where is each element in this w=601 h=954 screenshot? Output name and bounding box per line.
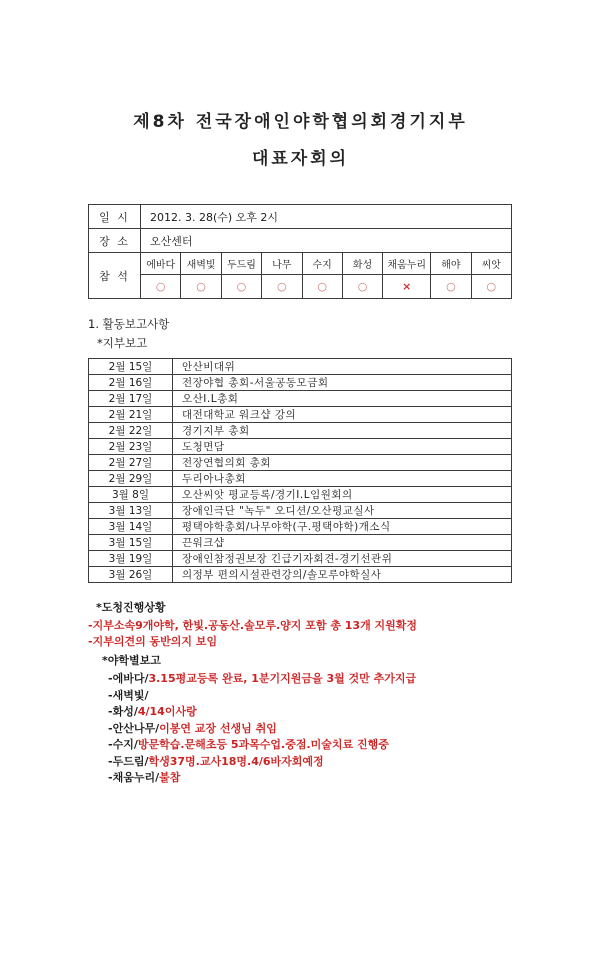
docheong-note-line: -지부의견의 동반의지 보임 <box>88 634 218 648</box>
yahak-detail: 이봉연 교장 선생님 취임 <box>159 721 277 735</box>
activity-event: 전장연협의회 총회 <box>173 455 512 471</box>
activity-date: 2월 17일 <box>89 391 173 407</box>
attendance-present-mark: ○ <box>471 275 511 299</box>
activity-row <box>89 439 512 455</box>
attendance-present-mark: ○ <box>262 275 302 299</box>
docheong-note-line: -지부소속9개야학, 한빛.공동산.솔모루.양지 포함 총 13개 지원확정 <box>88 619 418 632</box>
activity-row <box>89 487 512 503</box>
activity-row <box>89 503 512 519</box>
document-title <box>0 104 601 178</box>
activity-row <box>89 567 512 583</box>
place-label: 장 소 <box>89 229 141 253</box>
activity-date: 2월 22일 <box>89 423 173 439</box>
document-title-line1: 제8차 전국장애인야학협의회경기지부 <box>133 112 468 132</box>
activity-row <box>89 407 512 423</box>
attendance-present-mark: ○ <box>342 275 382 299</box>
activity-date: 2월 21일 <box>89 407 173 423</box>
meeting-place-row <box>89 229 512 253</box>
yahak-report-line <box>108 770 513 787</box>
yahak-detail: 3.15평교등록 완료, 1분기지원금을 3월 것만 추가지급 <box>148 672 417 685</box>
activity-event: 의정부 편의시설관련강의/솔모루야학실사 <box>173 567 512 583</box>
attendee-name: 해야 <box>431 253 471 275</box>
yahak-report-label: *야학별보고 <box>102 654 161 667</box>
date-label: 일 시 <box>89 205 141 229</box>
attendee-name: 화성 <box>342 253 382 275</box>
activity-row <box>89 455 512 471</box>
activity-event: 경기지부 총회 <box>173 423 512 439</box>
yahak-report-line <box>108 754 513 771</box>
activity-row <box>89 391 512 407</box>
docheong-progress-label: *도청진행상황 <box>96 601 166 614</box>
activity-date: 3월 26일 <box>89 567 173 583</box>
activity-event: 오산씨앗 평교등록/경기I.L임원회의 <box>173 487 512 503</box>
activity-date: 2월 15일 <box>89 359 173 375</box>
activity-date: 2월 16일 <box>89 375 173 391</box>
attendance-present-mark: ○ <box>181 275 221 299</box>
activity-section-heading: 1. 활동보고사항 <box>88 317 170 331</box>
yahak-name: -채움누리/ <box>108 771 160 784</box>
activity-event: 안산비대위 <box>173 359 512 375</box>
activity-row <box>89 375 512 391</box>
yahak-report-line <box>108 671 513 688</box>
activity-date: 2월 23일 <box>89 439 173 455</box>
attendance-present-mark: ○ <box>431 275 471 299</box>
activity-event: 장애인참정권보장 긴급기자회견-경기선관위 <box>173 551 512 567</box>
attendee-name: 두드림 <box>221 253 261 275</box>
yahak-report-line <box>108 737 513 754</box>
activity-date: 3월 14일 <box>89 519 173 535</box>
meeting-info-table <box>88 204 512 299</box>
branch-report-label: *지부보고 <box>97 336 148 350</box>
activity-row <box>89 423 512 439</box>
activity-event: 도청면담 <box>173 439 512 455</box>
yahak-detail: 4/14이사랑 <box>137 705 197 718</box>
activity-date: 2월 29일 <box>89 471 173 487</box>
activity-event: 오산I.L총회 <box>173 391 512 407</box>
meeting-date-row <box>89 205 512 229</box>
yahak-detail: 학생37명.교사18명.4/6바자회예정 <box>148 754 324 768</box>
yahak-report-line <box>108 704 513 721</box>
attendee-name: 새벽빛 <box>181 253 221 275</box>
activity-row <box>89 471 512 487</box>
attendance-present-mark: ○ <box>221 275 261 299</box>
activity-event: 두리아나총회 <box>173 471 512 487</box>
attendee-name: 에바다 <box>141 253 181 275</box>
yahak-name: -화성/ <box>108 705 138 718</box>
yahak-detail: 불참 <box>159 771 181 784</box>
attendance-present-mark: ○ <box>141 275 181 299</box>
activity-date: 3월 19일 <box>89 551 173 567</box>
activity-date: 3월 13일 <box>89 503 173 519</box>
attendee-name: 씨앗 <box>471 253 511 275</box>
attendee-name: 나무 <box>262 253 302 275</box>
document-title-line2: 대표자회의 <box>251 149 350 169</box>
date-value: 2012. 3. 28(수) 오후 2시 <box>141 205 512 229</box>
activity-row <box>89 359 512 375</box>
document-page <box>0 104 601 954</box>
place-value: 오산센터 <box>141 229 512 253</box>
activity-event: 장애인극단 "녹두" 오디션/오산평교실사 <box>173 503 512 519</box>
attendance-names-row <box>89 253 512 275</box>
activity-date: 2월 27일 <box>89 455 173 471</box>
activity-table-body <box>89 359 512 583</box>
yahak-name: -두드림/ <box>108 754 149 768</box>
activity-event: 평택야학총회/나무야학(구.평택야학)개소식 <box>173 519 512 535</box>
yahak-report-line <box>108 688 513 705</box>
yahak-name: -새벽빛/ <box>108 688 149 702</box>
yahak-detail: 방문학습.문해초등 5과목수업.중점.미술치료 진행중 <box>137 738 389 751</box>
activity-event: 대전대학교 워크샵 강의 <box>173 407 512 423</box>
yahak-name: -안산나무/ <box>108 721 160 735</box>
activity-event: 끈워크샵 <box>173 535 512 551</box>
attendance-present-mark: ○ <box>302 275 342 299</box>
activity-log-table <box>88 358 512 583</box>
activity-date: 3월 8일 <box>89 487 173 503</box>
activity-row <box>89 551 512 567</box>
document-content <box>88 204 513 787</box>
yahak-report-line <box>108 721 513 738</box>
attend-label: 참 석 <box>89 253 141 299</box>
yahak-name: -수지/ <box>108 738 138 751</box>
attendee-name: 채움누리 <box>383 253 431 275</box>
activity-row <box>89 535 512 551</box>
docheong-notes <box>88 618 513 649</box>
activity-date: 3월 15일 <box>89 535 173 551</box>
activity-row <box>89 519 512 535</box>
attendance-absent-mark: × <box>383 275 431 299</box>
yahak-name: -에바다/ <box>108 672 149 685</box>
yahak-report-list <box>88 671 513 787</box>
activity-event: 전장야협 총회-서울공동모금회 <box>173 375 512 391</box>
notes-section <box>88 600 513 787</box>
attendee-name: 수지 <box>302 253 342 275</box>
attendance-marks-row <box>89 275 512 299</box>
